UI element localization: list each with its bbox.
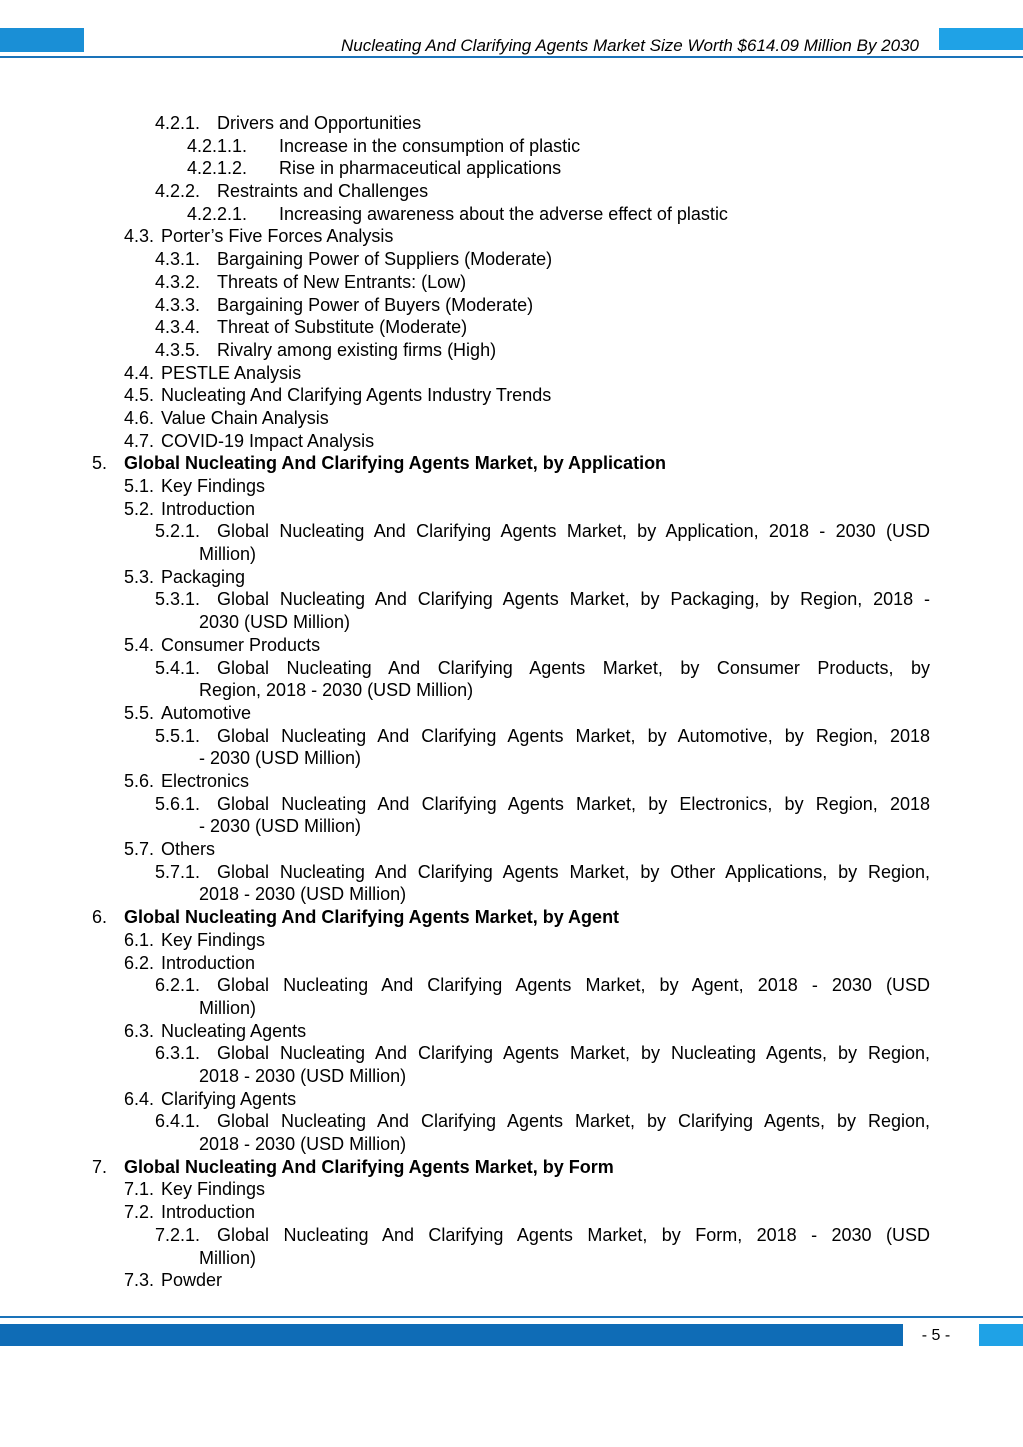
toc-entry-number: 6.4.1.	[155, 1111, 201, 1132]
toc-entry-title: Rise in pharmaceutical applications	[279, 158, 562, 179]
toc-entry-title-continuation: Million)	[199, 997, 257, 1018]
toc-entry	[0, 861, 1023, 906]
toc-entry	[0, 1201, 1023, 1224]
toc-entry	[0, 906, 1023, 929]
toc-entry-number: 7.	[92, 1156, 108, 1177]
toc-entry-title-continuation: Region, 2018 - 2030 (USD Million)	[199, 680, 474, 701]
header-accent-block-right	[939, 28, 1023, 50]
toc-entry	[0, 475, 1023, 498]
toc-entry-number: 5.1.	[124, 476, 155, 496]
toc-entry	[0, 384, 1023, 407]
toc-entry	[0, 838, 1023, 861]
toc-entry-title	[199, 861, 930, 906]
toc-entry-title: Nucleating Agents	[161, 1020, 307, 1041]
toc-entry	[0, 793, 1023, 838]
toc-entry-title: Global Nucleating And Clarifying Agents Market, by Form	[124, 1156, 614, 1177]
toc-entry-number: 4.2.2.	[155, 181, 201, 202]
toc-entry-title: Packaging	[161, 566, 246, 587]
toc-entry-number: 4.3.4.	[155, 317, 201, 338]
toc-entry	[0, 112, 1023, 135]
toc-entry-title	[199, 725, 930, 770]
toc-entry-title: Consumer Products	[161, 634, 321, 655]
toc-entry-title	[199, 793, 930, 838]
toc-entry	[0, 1224, 1023, 1269]
page-number: - 5 -	[921, 1327, 951, 1344]
toc-entry-number: 5.5.1.	[155, 725, 201, 746]
toc-entry-number: 4.3.3.	[155, 294, 201, 315]
toc-entry-title	[199, 1110, 930, 1155]
toc-entry-number: 4.2.2.1.	[187, 203, 248, 224]
toc-entry-number: 5.4.	[124, 634, 155, 655]
toc-entry-title: Introduction	[161, 498, 256, 519]
toc-entry-number: 5.3.	[124, 566, 155, 587]
toc-entry-title-line: Global Nucleating And Clarifying Agents Market, by Other Applications, by Region,	[217, 861, 930, 882]
toc-entry	[0, 135, 1023, 158]
toc-entry-title-line: Global Nucleating And Clarifying Agents Market, by Packaging, by Region, 2018 -	[217, 589, 930, 610]
toc-entry-number: 5.5.	[124, 702, 155, 723]
toc-entry-number: 6.2.1.	[155, 975, 201, 996]
toc-entry	[0, 1269, 1023, 1292]
toc-entry-title: Key Findings	[161, 929, 266, 950]
toc-entry-number: 4.2.1.2.	[187, 158, 248, 179]
toc-entry-title: Automotive	[161, 702, 252, 723]
toc-entry-number: 5.3.1.	[155, 589, 201, 610]
toc-entry-title	[199, 974, 930, 1019]
toc-entry	[0, 271, 1023, 294]
toc-entry-title: Global Nucleating And Clarifying Agents Market, by Application	[124, 453, 667, 474]
toc-entry-title	[199, 1042, 930, 1087]
toc-entry	[0, 339, 1023, 362]
toc-entry-title: Rivalry among existing firms (High)	[217, 339, 497, 360]
toc-entry-number: 6.	[92, 907, 108, 928]
toc-entry-title: PESTLE Analysis	[161, 362, 302, 383]
toc-entry	[0, 294, 1023, 317]
toc-entry	[0, 407, 1023, 430]
toc-entry	[0, 225, 1023, 248]
toc-entry-number: 5.7.1.	[155, 861, 201, 882]
toc-entry	[0, 1156, 1023, 1179]
toc-entry-title: Threat of Substitute (Moderate)	[217, 317, 468, 338]
toc-entry-number: 7.2.	[124, 1202, 155, 1223]
toc-entry-title	[199, 588, 930, 633]
toc-entry-title: Threats of New Entrants: (Low)	[217, 271, 467, 292]
toc-entry-number: 5.2.	[124, 498, 155, 519]
toc-entry	[0, 452, 1023, 475]
toc-entry-number: 4.4.	[124, 362, 155, 383]
toc-entry-title: Restraints and Challenges	[217, 181, 429, 202]
toc-entry-title-line: Global Nucleating And Clarifying Agents Market, by Clarifying Agents, by Region,	[217, 1111, 930, 1132]
toc-entry-title-line: Global Nucleating And Clarifying Agents Market, by Automotive, by Region, 2018	[217, 725, 930, 746]
toc-entry	[0, 520, 1023, 565]
toc-entry	[0, 725, 1023, 770]
toc-entry	[0, 770, 1023, 793]
toc-entry-number: 5.4.1.	[155, 657, 201, 678]
toc-entry	[0, 203, 1023, 226]
toc-entry-number: 5.6.	[124, 771, 155, 791]
toc-entry-title: Key Findings	[161, 1179, 266, 1200]
toc-entry-title: Introduction	[161, 1202, 256, 1223]
toc-entry-title-continuation: Million)	[199, 544, 257, 565]
toc-entry-title: Powder	[161, 1270, 223, 1291]
toc-entry-number: 4.3.2.	[155, 271, 201, 292]
toc-entry	[0, 498, 1023, 521]
toc-entry-title: Increase in the consumption of plastic	[279, 135, 581, 156]
toc-entry-title-line: Global Nucleating And Clarifying Agents Market, by Agent, 2018 - 2030 (USD	[217, 975, 930, 996]
toc-entry-number: 6.3.	[124, 1020, 155, 1041]
toc-entry	[0, 588, 1023, 633]
toc-entry	[0, 248, 1023, 271]
toc-entry-number: 7.2.1.	[155, 1224, 201, 1245]
toc-entry	[0, 1020, 1023, 1043]
toc-entry	[0, 634, 1023, 657]
toc-entry-number: 4.2.1.	[155, 113, 201, 133]
toc-entry-number: 4.2.1.1.	[187, 135, 248, 156]
toc-entry	[0, 316, 1023, 339]
table-of-contents	[0, 112, 1023, 1292]
footer-accent-bar	[0, 1324, 903, 1346]
header-title: Nucleating And Clarifying Agents Market Size Worth $614.09 Million By 2030	[341, 36, 919, 55]
toc-entry	[0, 1088, 1023, 1111]
toc-entry-number: 6.3.1.	[155, 1043, 201, 1064]
toc-entry-number: 4.3.5.	[155, 339, 201, 360]
header-rule	[0, 56, 1023, 58]
toc-entry-number: 5.6.1.	[155, 793, 201, 814]
toc-entry-number: 7.1.	[124, 1179, 155, 1200]
toc-entry	[0, 157, 1023, 180]
toc-entry-title: Others	[161, 839, 216, 860]
toc-entry	[0, 430, 1023, 453]
toc-entry-title-line: Global Nucleating And Clarifying Agents Market, by Application, 2018 - 2030 (USD	[217, 521, 930, 542]
toc-entry-title	[199, 657, 930, 702]
toc-entry-title-continuation: Million)	[199, 1247, 257, 1268]
toc-entry	[0, 1042, 1023, 1087]
toc-entry-number: 6.1.	[124, 929, 155, 950]
toc-entry-number: 4.7.	[124, 430, 155, 451]
toc-entry-title: Increasing awareness about the adverse effect of plastic	[279, 203, 728, 224]
toc-entry-title: Introduction	[161, 952, 256, 973]
toc-entry-title: Value Chain Analysis	[161, 407, 329, 428]
toc-entry	[0, 1178, 1023, 1201]
toc-entry-title-continuation: - 2030 (USD Million)	[199, 816, 362, 837]
toc-entry-title-continuation: 2030 (USD Million)	[199, 612, 351, 633]
toc-entry	[0, 929, 1023, 952]
toc-entry-title: Electronics	[161, 771, 250, 791]
toc-entry-title: Nucleating And Clarifying Agents Industry Trends	[161, 385, 552, 406]
toc-entry-title: COVID-19 Impact Analysis	[161, 430, 375, 451]
toc-entry-number: 6.4.	[124, 1088, 155, 1109]
toc-entry	[0, 180, 1023, 203]
toc-entry-number: 4.3.	[124, 226, 155, 247]
toc-entry-title-continuation: 2018 - 2030 (USD Million)	[199, 884, 407, 905]
toc-entry-title: Key Findings	[161, 476, 266, 496]
toc-entry	[0, 566, 1023, 589]
toc-entry-number: 6.2.	[124, 952, 155, 973]
toc-entry-title	[199, 1224, 930, 1269]
toc-entry-title-line: Global Nucleating And Clarifying Agents Market, by Consumer Products, by	[217, 657, 930, 678]
toc-entry	[0, 974, 1023, 1019]
toc-entry-title: Bargaining Power of Buyers (Moderate)	[217, 294, 534, 315]
toc-entry-title: Bargaining Power of Suppliers (Moderate)	[217, 249, 553, 270]
toc-entry	[0, 702, 1023, 725]
toc-entry-title-line: Global Nucleating And Clarifying Agents Market, by Electronics, by Region, 2018	[217, 793, 930, 814]
toc-entry	[0, 657, 1023, 702]
toc-entry-title-continuation: 2018 - 2030 (USD Million)	[199, 1066, 407, 1086]
toc-entry-title: Porter’s Five Forces Analysis	[161, 226, 394, 247]
toc-entry-title: Clarifying Agents	[161, 1088, 297, 1109]
toc-entry	[0, 362, 1023, 385]
toc-entry-number: 4.6.	[124, 407, 155, 428]
toc-entry	[0, 952, 1023, 975]
toc-entry-title-continuation: - 2030 (USD Million)	[199, 748, 362, 769]
toc-entry-number: 5.	[92, 453, 108, 474]
toc-entry-number: 5.7.	[124, 839, 155, 860]
toc-entry-title-line: Global Nucleating And Clarifying Agents Market, by Nucleating Agents, by Region,	[217, 1043, 930, 1064]
toc-entry-number: 5.2.1.	[155, 521, 201, 542]
toc-entry-title: Drivers and Opportunities	[217, 113, 422, 133]
toc-entry-number: 4.3.1.	[155, 249, 201, 270]
toc-entry-number: 4.5.	[124, 385, 155, 406]
toc-entry-title-line: Global Nucleating And Clarifying Agents Market, by Form, 2018 - 2030 (USD	[217, 1224, 930, 1245]
toc-entry-title-continuation: 2018 - 2030 (USD Million)	[199, 1134, 407, 1155]
footer-accent-block-right	[979, 1324, 1023, 1346]
toc-entry-title: Global Nucleating And Clarifying Agents Market, by Agent	[124, 907, 620, 928]
toc-entry	[0, 1110, 1023, 1155]
footer-rule	[0, 1316, 1023, 1318]
toc-entry-number: 7.3.	[124, 1270, 155, 1291]
toc-entry-title	[199, 520, 930, 565]
